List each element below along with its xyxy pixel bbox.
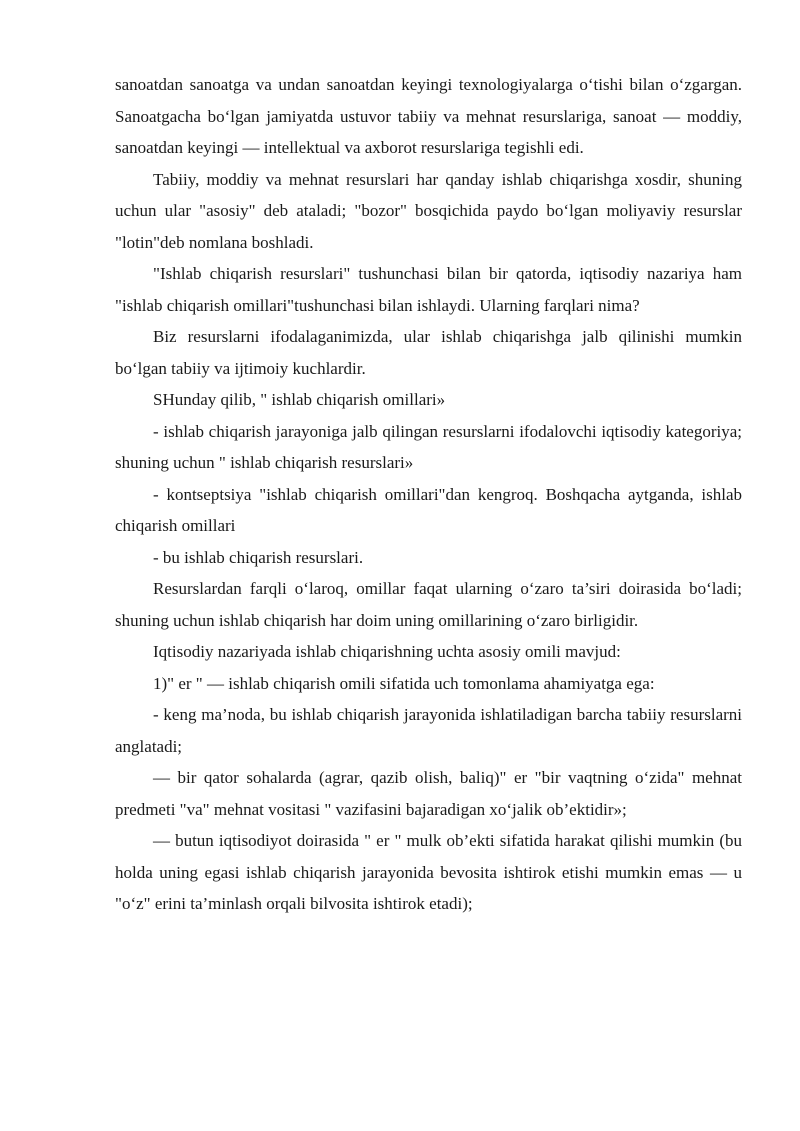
paragraph: — bir qator sohalarda (agrar, qazib olish, baliq)" er "bir vaqtning o‘zida" mehnat predmeti "va" mehnat vositasi " vazifasini bajaradigan xo‘jalik ob’ektidir»;: [115, 768, 742, 819]
paragraph: — butun iqtisodiyot doirasida " er " mulk ob’ekti sifatida harakat qilishi mumkin (bu holda uning egasi ishlab chiqarish jarayonida bevosita ishtirok etishi mumkin emas — u "o‘z" erini ta’minlash orqali bilvosita ishtirok etadi);: [115, 831, 742, 913]
paragraph: Tabiiy, moddiy va mehnat resurslari har qanday ishlab chiqarishga xosdir, shuning uchun ular "asosiy" deb ataladi; "bozor" bosqichida paydo bo‘lgan moliyaviy resurslar "lotin"deb nomlana boshladi.: [115, 169, 742, 252]
paragraph: Resurslardan farqli o‘laroq, omillar faqat ularning o‘zaro ta’siri doirasida bo‘ladi; shuning uchun ishlab chiqarish har doim uning omillarining o‘zaro birligidir.: [115, 579, 742, 630]
paragraph: - bu ishlab chiqarish resurslari.: [153, 547, 364, 567]
paragraph: sanoatdan sanoatga va undan sanoatdan keyingi texnologiyalarga o‘tishi bilan o‘zgargan. Sanoatgacha bo‘lgan jamiyatda ustuvor tabiiy va mehnat resurslariga, sanoat — moddiy, sanoatdan keyingi — intellektual va axborot resurslariga tegishli edi.: [115, 75, 742, 157]
paragraph: SHunday qilib, " ishlab chiqarish omillari»: [153, 390, 446, 409]
paragraph: - kontseptsiya "ishlab chiqarish omillari"dan kengroq. Boshqacha aytganda, ishlab chiqarish omillari: [115, 484, 742, 535]
paragraph: Iqtisodiy nazariyada ishlab chiqarishning uchta asosiy omili mavjud:: [153, 642, 621, 661]
paragraph: - keng ma’noda, bu ishlab chiqarish jarayonida ishlatiladigan barcha tabiiy resurslarni anglatadi;: [115, 705, 742, 756]
paragraph: - ishlab chiqarish jarayoniga jalb qilingan resurslarni ifodalovchi iqtisodiy kategoriya; shuning uchun " ishlab chiqarish resurslari»: [115, 421, 742, 472]
paragraph: Biz resurslarni ifodalaganimizda, ular ishlab chiqarishga jalb qilinishi mumkin bo‘lgan tabiiy va ijtimoiy kuchlardir.: [115, 327, 742, 378]
paragraph: 1)" er " — ishlab chiqarish omili sifatida uch tomonlama ahamiyatga ega:: [153, 673, 655, 693]
document-page: [115, 69, 742, 920]
paragraph: "Ishlab chiqarish resurslari" tushunchasi bilan bir qatorda, iqtisodiy nazariya ham "ishlab chiqarish omillari"tushunchasi bilan ishlaydi. Ularning farqlari nima?: [115, 264, 742, 315]
